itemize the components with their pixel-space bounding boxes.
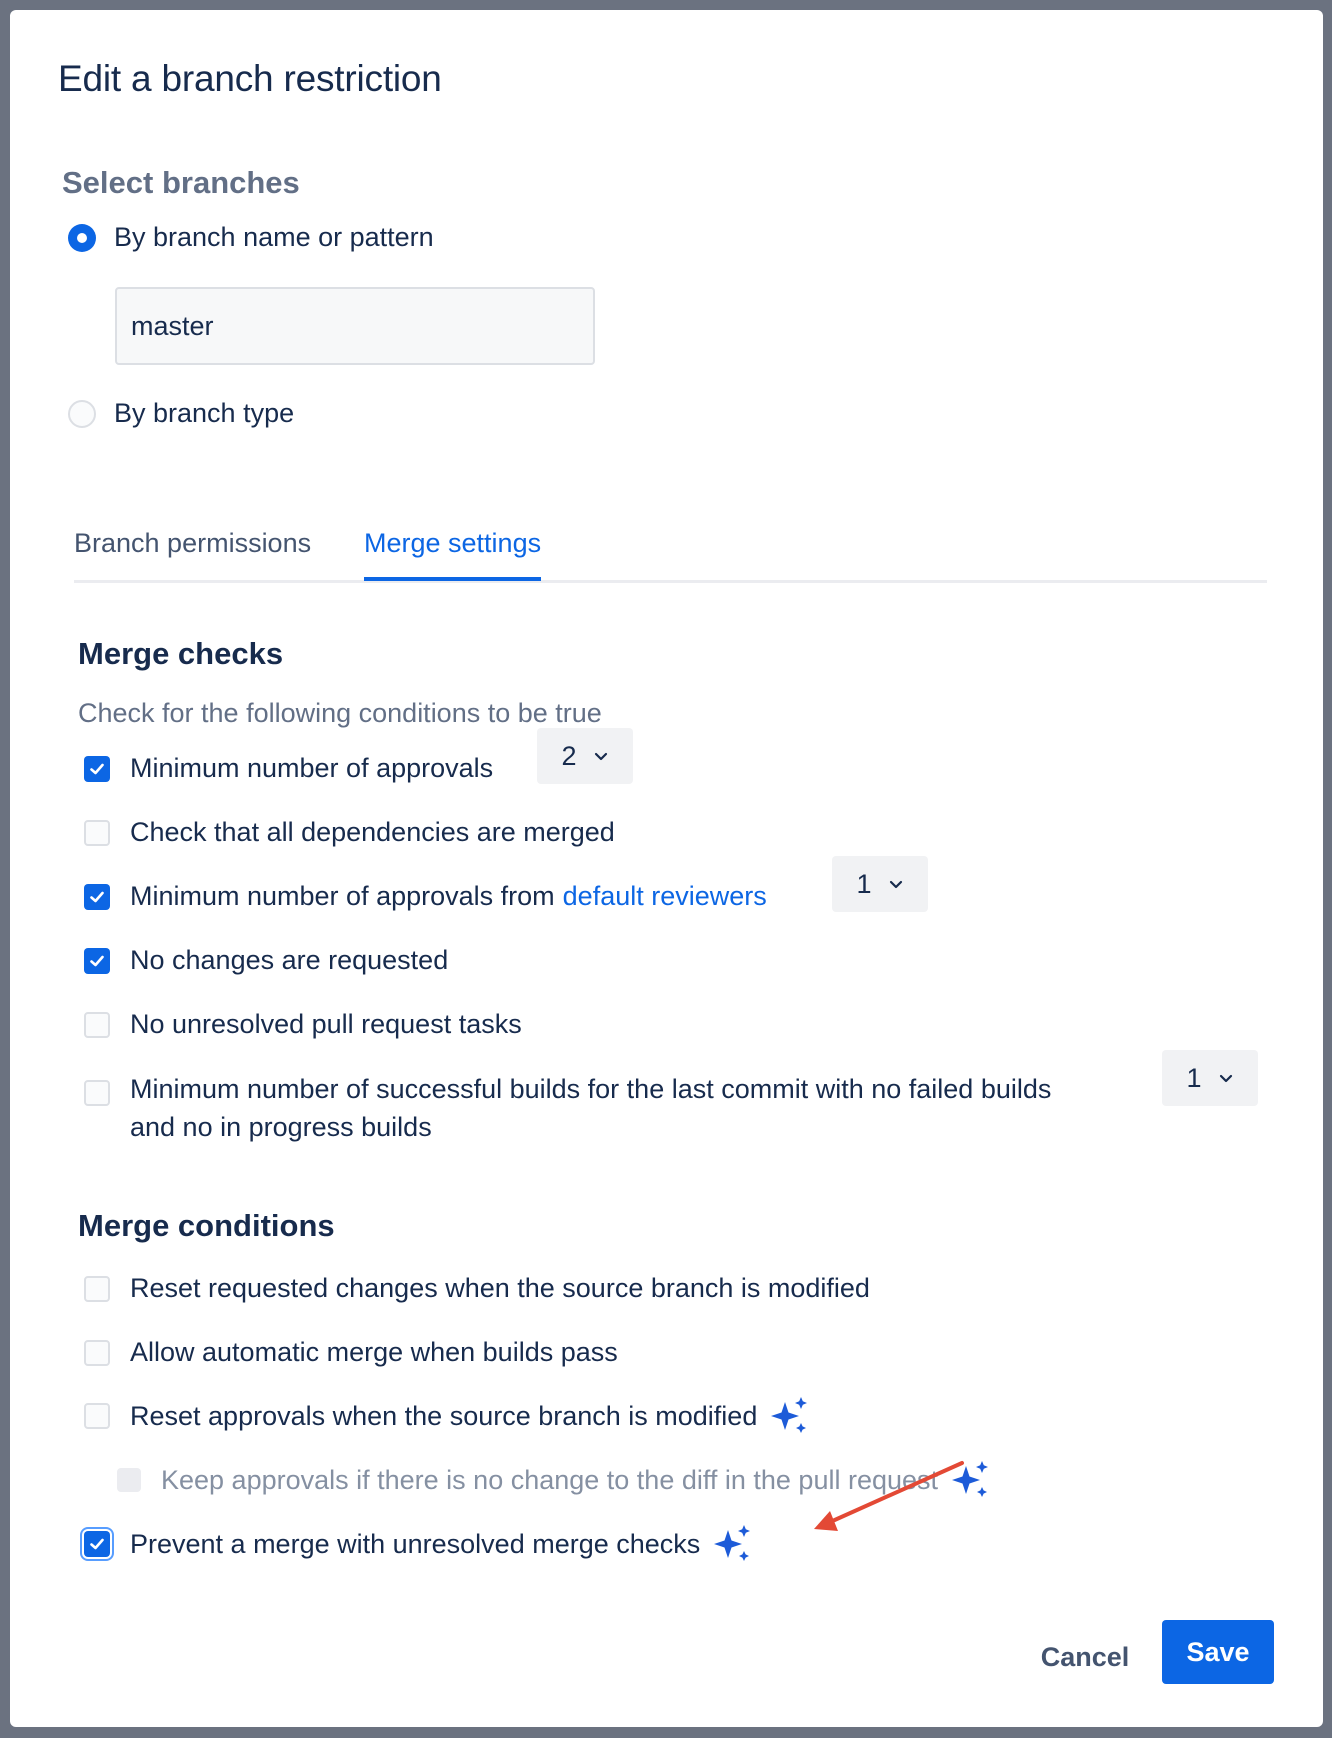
checkbox-checked[interactable] (84, 884, 110, 910)
checkmark-icon (88, 888, 106, 906)
checkbox-disabled[interactable] (117, 1468, 141, 1492)
checkbox-unchecked[interactable] (84, 1080, 110, 1106)
select-value: 1 (1186, 1062, 1202, 1093)
annotation-arrow-icon (800, 1455, 980, 1545)
check-no-changes-requested-label: No changes are requested (130, 945, 449, 975)
checkbox-unchecked[interactable] (84, 1340, 110, 1366)
save-button[interactable]: Save (1162, 1620, 1274, 1684)
default-reviewer-approvals-select[interactable] (832, 856, 928, 912)
edit-branch-restriction-dialog (10, 10, 1323, 1727)
dialog-title: Edit a branch restriction (58, 58, 442, 99)
merge-conditions-heading: Merge conditions (78, 1208, 335, 1243)
checkbox-unchecked[interactable] (84, 1012, 110, 1038)
tab-merge-settings[interactable]: Merge settings (364, 528, 541, 581)
check-default-reviewer-approvals[interactable] (84, 881, 767, 912)
check-successful-builds-label-line2: and no in progress builds (130, 1112, 432, 1142)
check-dependencies-merged[interactable] (84, 817, 615, 848)
cond-prevent-unresolved-merge-label: Prevent a merge with unresolved merge checks (130, 1528, 701, 1559)
cond-reset-requested-changes[interactable] (84, 1273, 870, 1304)
checkbox-unchecked[interactable] (84, 820, 110, 846)
settings-tabs (74, 510, 1267, 583)
check-min-approvals[interactable] (84, 753, 493, 784)
check-default-reviewer-approvals-label: Minimum number of approvals from (130, 881, 555, 911)
checkmark-icon (88, 952, 106, 970)
branch-pattern-input[interactable] (115, 287, 595, 365)
check-no-unresolved-tasks[interactable] (84, 1009, 522, 1040)
checkmark-icon (88, 760, 106, 778)
cond-reset-approvals[interactable] (84, 1395, 811, 1437)
ai-sparkle-icon (712, 1523, 754, 1565)
chevron-down-icon (1218, 1070, 1234, 1086)
cancel-button[interactable]: Cancel (1040, 1641, 1130, 1672)
checkbox-checked[interactable] (84, 756, 110, 782)
check-dependencies-merged-label: Check that all dependencies are merged (130, 817, 615, 847)
merge-checks-heading: Merge checks (78, 636, 284, 671)
radio-selected-indicator[interactable] (68, 224, 96, 252)
checkbox-unchecked[interactable] (84, 1403, 110, 1429)
cond-reset-approvals-label: Reset approvals when the source branch is modified (130, 1400, 758, 1431)
radio-unselected-indicator[interactable] (68, 400, 96, 428)
select-value: 1 (856, 868, 872, 899)
check-no-unresolved-tasks-label: No unresolved pull request tasks (130, 1009, 522, 1039)
check-successful-builds[interactable] (84, 1070, 1051, 1146)
cond-prevent-unresolved-merge[interactable] (84, 1523, 754, 1565)
cond-keep-approvals-label: Keep approvals if there is no change to the diff in the pull request (161, 1464, 939, 1495)
checkbox-checked[interactable] (84, 948, 110, 974)
select-branches-label: Select branches (62, 165, 300, 200)
chevron-down-icon (888, 876, 904, 892)
check-min-approvals-label: Minimum number of approvals (130, 753, 494, 783)
chevron-down-icon (593, 748, 609, 764)
cond-auto-merge-label: Allow automatic merge when builds pass (130, 1337, 618, 1367)
radio-branch-type[interactable] (68, 398, 294, 429)
successful-builds-select[interactable] (1162, 1050, 1258, 1106)
merge-checks-description: Check for the following conditions to be true (78, 698, 602, 728)
select-value: 2 (561, 740, 577, 771)
checkmark-icon (88, 1535, 106, 1553)
min-approvals-select[interactable] (537, 728, 633, 784)
radio-branch-pattern[interactable] (68, 222, 434, 253)
cond-reset-requested-changes-label: Reset requested changes when the source branch is modified (130, 1273, 870, 1303)
checkbox-unchecked[interactable] (84, 1276, 110, 1302)
check-successful-builds-label (130, 1070, 1051, 1146)
checkbox-checked[interactable] (84, 1531, 110, 1557)
cond-auto-merge[interactable] (84, 1337, 618, 1368)
tab-branch-permissions[interactable]: Branch permissions (74, 528, 312, 558)
check-successful-builds-label-line1: Minimum number of successful builds for the last commit with no failed builds (130, 1074, 1052, 1104)
check-no-changes-requested[interactable] (84, 945, 448, 976)
radio-branch-pattern-label: By branch name or pattern (114, 222, 434, 252)
radio-branch-type-label: By branch type (114, 398, 295, 428)
default-reviewers-link[interactable]: default reviewers (562, 881, 767, 911)
ai-sparkle-icon (769, 1395, 811, 1437)
